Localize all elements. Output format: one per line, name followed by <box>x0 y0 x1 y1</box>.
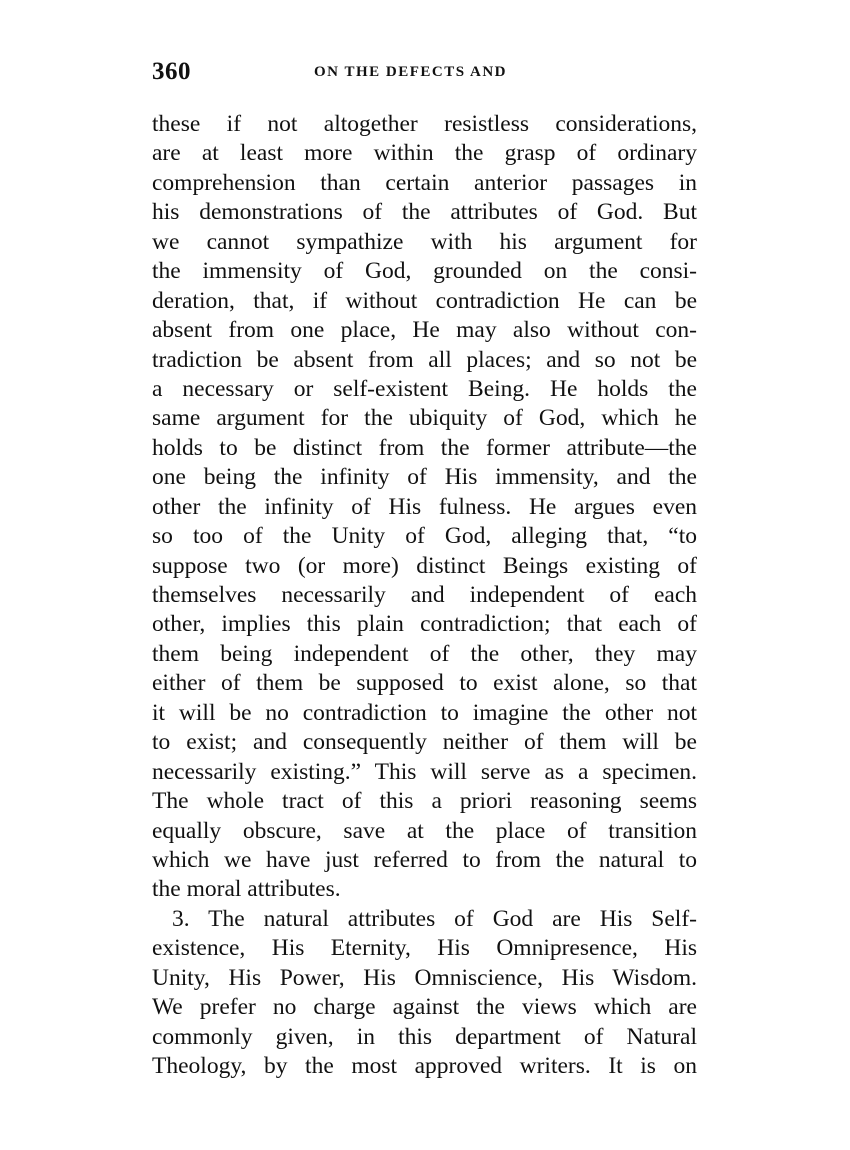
text-line: it will be no contradiction to imagine the other not <box>152 699 697 726</box>
text-line: so too of the Unity of God, alleging that, “to <box>152 523 697 550</box>
text-line: other, implies this plain contradiction; that each of <box>152 611 697 638</box>
text-line: tradiction be absent from all places; and so not be <box>152 346 697 373</box>
text-line: them being independent of the other, they may <box>152 640 697 667</box>
page-number: 360 <box>152 58 191 85</box>
text-line: to exist; and consequently neither of them will be <box>152 729 697 756</box>
text-line: his demonstrations of the attributes of God. But <box>152 199 697 226</box>
running-head <box>152 58 697 92</box>
text-line: commonly given, in this department of Natural <box>152 1023 697 1050</box>
body-text <box>152 110 697 1081</box>
text-line: necessarily existing.” This will serve as a specimen. <box>152 758 697 785</box>
text-line: same argument for the ubiquity of God, which he <box>152 405 697 432</box>
text-line: other the infinity of His fulness. He argues even <box>152 493 697 520</box>
text-line: a necessary or self-existent Being. He holds the <box>152 375 697 402</box>
text-line: Unity, His Power, His Omniscience, His Wisdom. <box>152 964 697 991</box>
section-3-first-line: 3. The natural attributes of God are His Self- <box>172 905 697 932</box>
book-page <box>152 58 697 1079</box>
text-line: which we have just referred to from the natural to <box>152 846 697 873</box>
text-line: are at least more within the grasp of ordinary <box>152 140 697 167</box>
text-line: we cannot sympathize with his argument for <box>152 228 697 255</box>
text-line: absent from one place, He may also without con- <box>152 317 697 344</box>
text-line: holds to be distinct from the former attribute—the <box>152 434 697 461</box>
text-line: existence, His Eternity, His Omnipresence, His <box>152 935 697 962</box>
text-line: suppose two (or more) distinct Beings existing of <box>152 552 697 579</box>
running-title: ON THE DEFECTS AND <box>314 64 508 80</box>
text-line: the immensity of God, grounded on the consi- <box>152 258 697 285</box>
text-line: Theology, by the most approved writers. It is on <box>152 1053 697 1079</box>
text-line: themselves necessarily and independent of each <box>152 582 697 608</box>
text-line: these if not altogether resistless considerations, <box>152 111 697 137</box>
text-line: We prefer no charge against the views which are <box>152 994 697 1021</box>
text-line: the moral attributes. <box>152 876 341 903</box>
text-line: one being the infinity of His immensity, and the <box>152 464 697 491</box>
text-line: either of them be supposed to exist alone, so that <box>152 670 697 697</box>
text-line: The whole tract of this a priori reasoning seems <box>152 788 697 815</box>
text-line: deration, that, if without contradiction He can be <box>152 287 697 314</box>
text-line: equally obscure, save at the place of transition <box>152 817 697 844</box>
text-line: comprehension than certain anterior passages in <box>152 169 697 196</box>
